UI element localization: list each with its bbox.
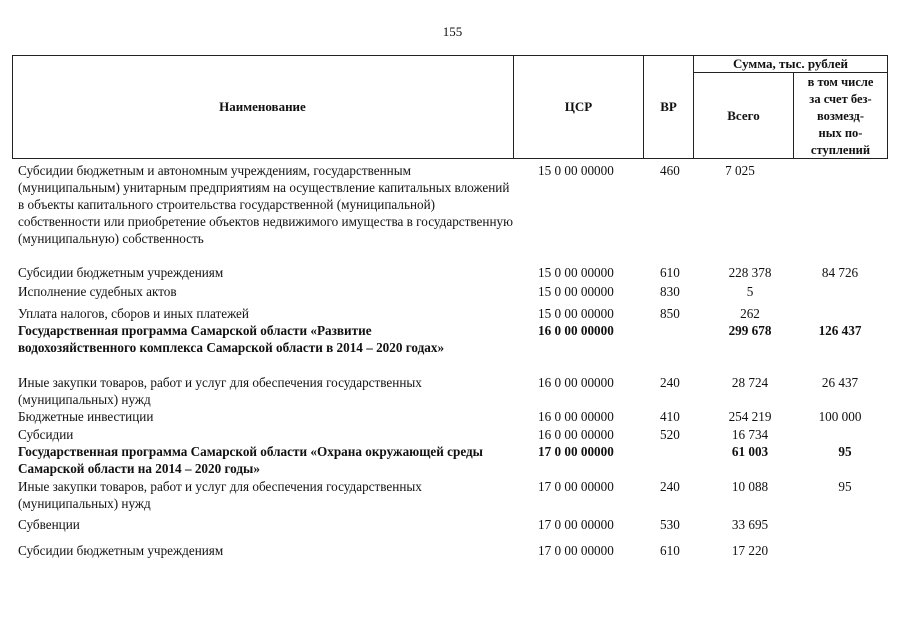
row-name: Исполнение судебных актов [18,284,177,299]
row-total: 10 088 [731,479,769,494]
row-name: Субсидии бюджетным учреждениям [18,265,224,280]
row-name: Бюджетные инвестиции [18,409,154,424]
row-vr: 460 [660,163,680,178]
row-vr: 610 [660,543,680,558]
row-name: Иные закупки товаров, работ и услуг для обеспечения государственных (муниципальных) нужд [18,479,422,511]
row-total: 16 734 [731,427,769,442]
row-total: 33 695 [731,517,769,532]
row-csr: 17 0 00 00000 [538,479,614,494]
row-total: 228 378 [728,265,772,280]
row-name: Субсидии [18,427,74,442]
row-vr: 520 [660,427,680,442]
row-name: Субвенции [18,517,80,532]
row-vr: 240 [660,479,680,494]
row-free: 95 [838,479,852,494]
row-free: 95 [838,444,852,459]
page-number: 155 [442,24,463,39]
row-total: 262 [740,306,760,321]
header-name: Наименование [219,99,306,114]
row-csr: 15 0 00 00000 [538,163,614,178]
row-csr: 17 0 00 00000 [538,444,614,459]
row-total: 5 [746,284,754,299]
row-name: Государственная программа Самарской области «Охрана окружающей среды Самарской области на 2014 – 2020 годы» [18,444,483,476]
row-csr: 16 0 00 00000 [538,375,614,390]
row-csr: 15 0 00 00000 [538,306,614,321]
row-total: 7 025 [725,163,755,178]
header-csr: ЦСР [564,99,593,114]
row-name: Субсидии бюджетным и автономным учреждениям, государственным (муниципальным) унитарным предприятиям на осуществление капитальных вложений в объекты капитального строительства государственной (муниципальной) собственности или приобретение объектов недвижимого имущества в государственную (муниципальную) собственность [18,163,513,246]
row-free: 100 000 [818,409,862,424]
row-total: 61 003 [731,444,769,459]
row-csr: 17 0 00 00000 [538,517,614,532]
row-csr: 16 0 00 00000 [538,409,614,424]
row-csr: 16 0 00 00000 [538,323,614,338]
row-vr: 610 [660,265,680,280]
row-vr: 240 [660,375,680,390]
row-name: Иные закупки товаров, работ и услуг для обеспечения государственных (муниципальных) нужд [18,375,422,407]
header-total: Всего [727,107,760,123]
row-total: 17 220 [731,543,769,558]
row-vr: 410 [660,409,680,424]
row-vr: 530 [660,517,680,532]
row-name: Субсидии бюджетным учреждениям [18,543,224,558]
row-free: 84 726 [821,265,859,280]
row-csr: 15 0 00 00000 [538,284,614,299]
row-csr: 16 0 00 00000 [538,427,614,442]
row-free: 126 437 [818,323,862,338]
row-csr: 17 0 00 00000 [538,543,614,558]
row-total: 254 219 [728,409,772,424]
row-total: 28 724 [731,375,769,390]
header-sum-group: Сумма, тыс. рублей [733,56,848,71]
row-name: Государственная программа Самарской области «Развитие водохозяйственного комплекса Самарской области в 2014 – 2020 годах» [18,323,445,355]
row-csr: 15 0 00 00000 [538,265,614,280]
row-vr: 850 [660,306,680,321]
row-free: 26 437 [821,375,859,390]
row-total: 299 678 [728,323,772,338]
row-vr: 830 [660,284,680,299]
header-free: в том числе за счет без- возмезд- ных по- ступлений [807,75,874,157]
row-name: Уплата налогов, сборов и иных платежей [18,306,249,321]
header-vr: ВР [660,99,677,114]
